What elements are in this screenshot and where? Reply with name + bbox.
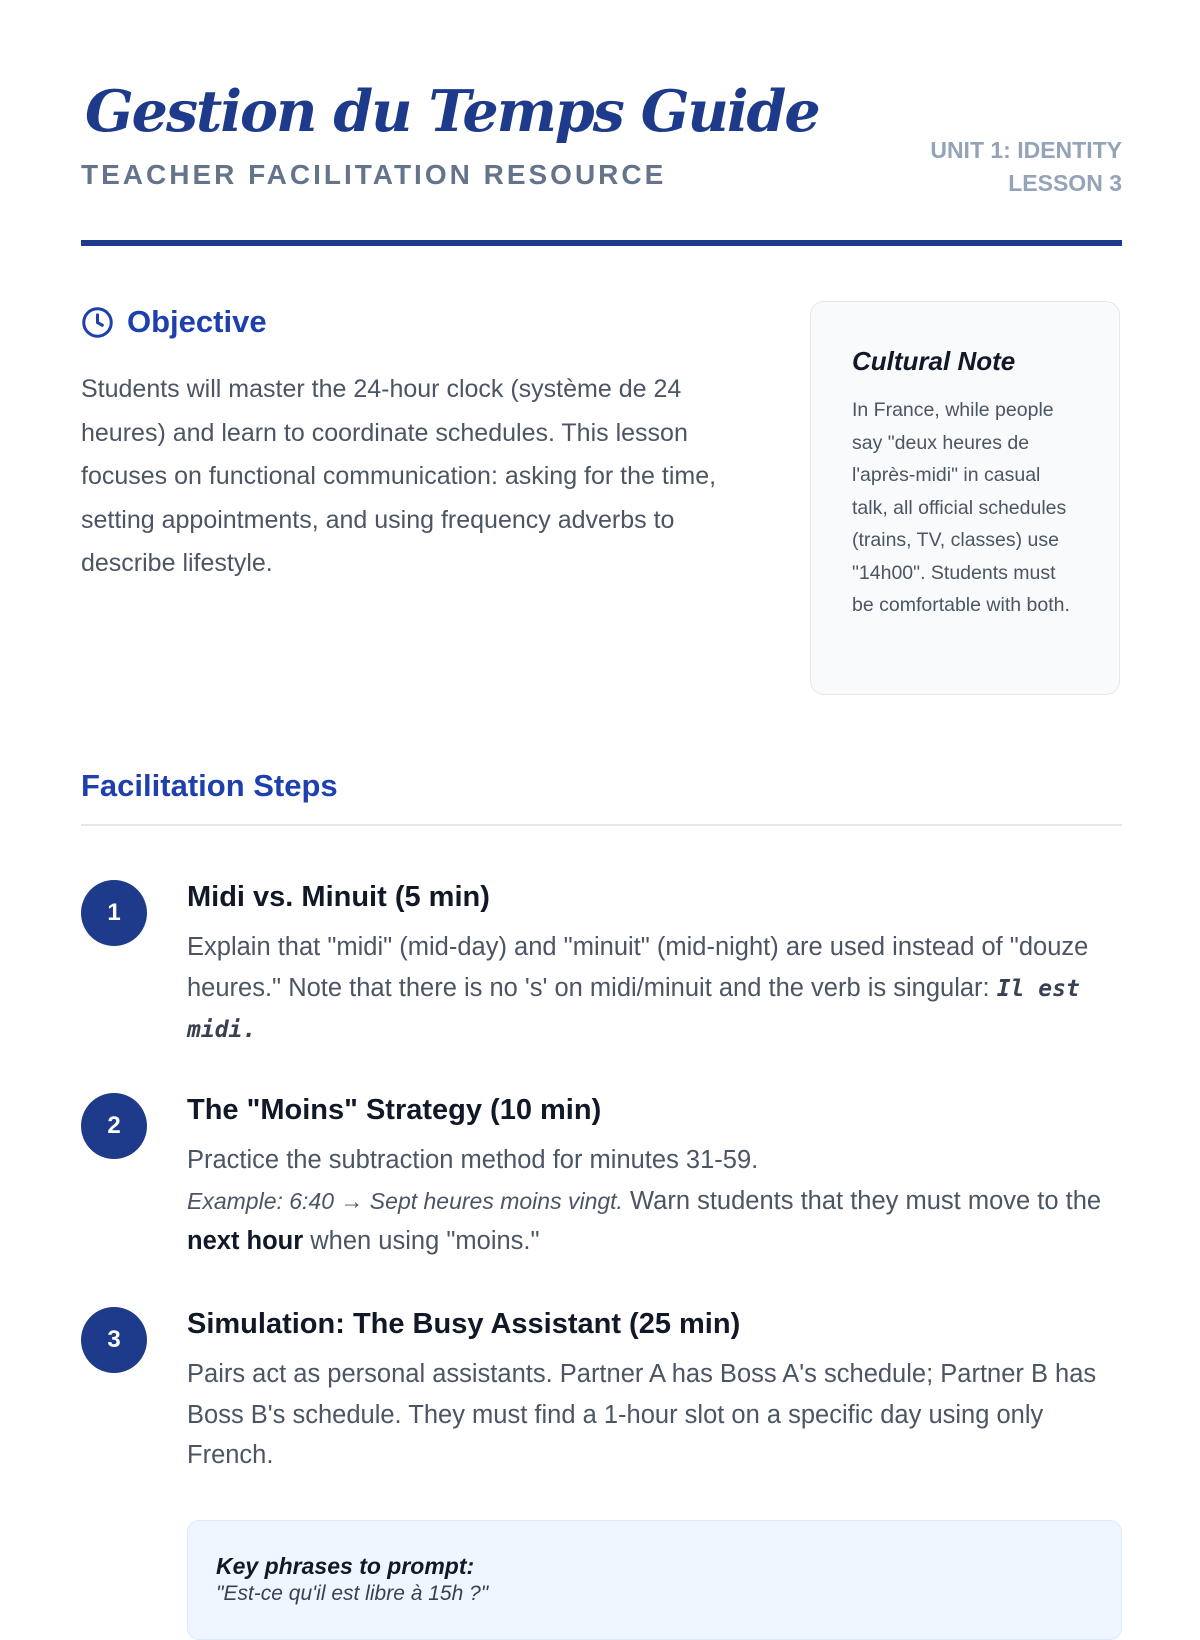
- emphasis-text: next hour: [187, 1227, 304, 1255]
- step-description: Practice the subtraction method for minutes 31-59.: [187, 1146, 759, 1174]
- step-warning: Warn students that they must move to the: [622, 1186, 1102, 1215]
- step-title: Simulation: The Busy Assistant (25 min): [187, 1308, 741, 1340]
- key-phrases-box: [187, 1520, 1122, 1640]
- cultural-note-text: In France, while people say "deux heures de l'après-midi" in casual talk, all official schedules (trains, TV, classes) use "14h00". Students must be comfortable with both.: [852, 399, 1070, 616]
- objective-title: Objective: [127, 304, 267, 339]
- cultural-note-card: [810, 301, 1120, 695]
- objective-text: Students will master the 24-hour clock (système de 24 heures) and learn to coordinate schedules. This lesson focuses on functional communication: asking for the time, setting appointments, and using frequency adverbs to describe lifestyle.: [81, 375, 717, 577]
- step-number-badge: 2: [81, 1093, 147, 1159]
- step-number-badge: 1: [81, 880, 147, 946]
- step-body: [187, 1304, 1122, 1476]
- step-number-badge: 3: [81, 1307, 147, 1373]
- header-divider: [81, 240, 1122, 246]
- step-title: Midi vs. Minuit (5 min): [187, 881, 490, 913]
- step-text: Pairs act as personal assistants. Partner A has Boss A's schedule; Partner B has Boss B's schedule. They must find a 1-hour slot on a specific day using only French.: [187, 1360, 1097, 1469]
- cultural-note-title: Cultural Note: [852, 346, 1016, 376]
- lesson-label: LESSON 3: [1008, 170, 1122, 196]
- key-phrase-item: "Est-ce qu'il est libre à 15h ?": [216, 1582, 489, 1605]
- facilitation-steps-title: Facilitation Steps: [81, 768, 338, 803]
- step-body: [187, 877, 1122, 1051]
- objective-heading: [81, 304, 267, 340]
- clock-icon: [81, 306, 114, 339]
- step-text: [187, 1140, 1122, 1262]
- lesson-meta: [930, 134, 1122, 200]
- step-warning-end: when using "moins.": [303, 1227, 540, 1255]
- step-body: [187, 1090, 1122, 1262]
- teacher-guide-page: [81, 0, 1122, 1605]
- page-title: Gestion du Temps Guide: [85, 78, 819, 145]
- step-description: Explain that "midi" (mid-day) and "minuit" (mid-night) are used instead of "douze heures." Note that there is no 's' on midi/minuit and the verb is singular:: [187, 933, 1089, 1002]
- page-subtitle: TEACHER FACILITATION RESOURCE: [81, 159, 667, 190]
- steps-divider: [81, 824, 1122, 826]
- step-text: [187, 927, 1122, 1051]
- unit-label: UNIT 1: IDENTITY: [930, 137, 1122, 163]
- example-text: Example: 6:40 → Sept heures moins vingt.: [187, 1187, 623, 1214]
- key-phrases-label: Key phrases to prompt:: [216, 1553, 475, 1579]
- code-example: Il est midi.: [187, 975, 1080, 1043]
- step-title: The "Moins" Strategy (10 min): [187, 1094, 602, 1126]
